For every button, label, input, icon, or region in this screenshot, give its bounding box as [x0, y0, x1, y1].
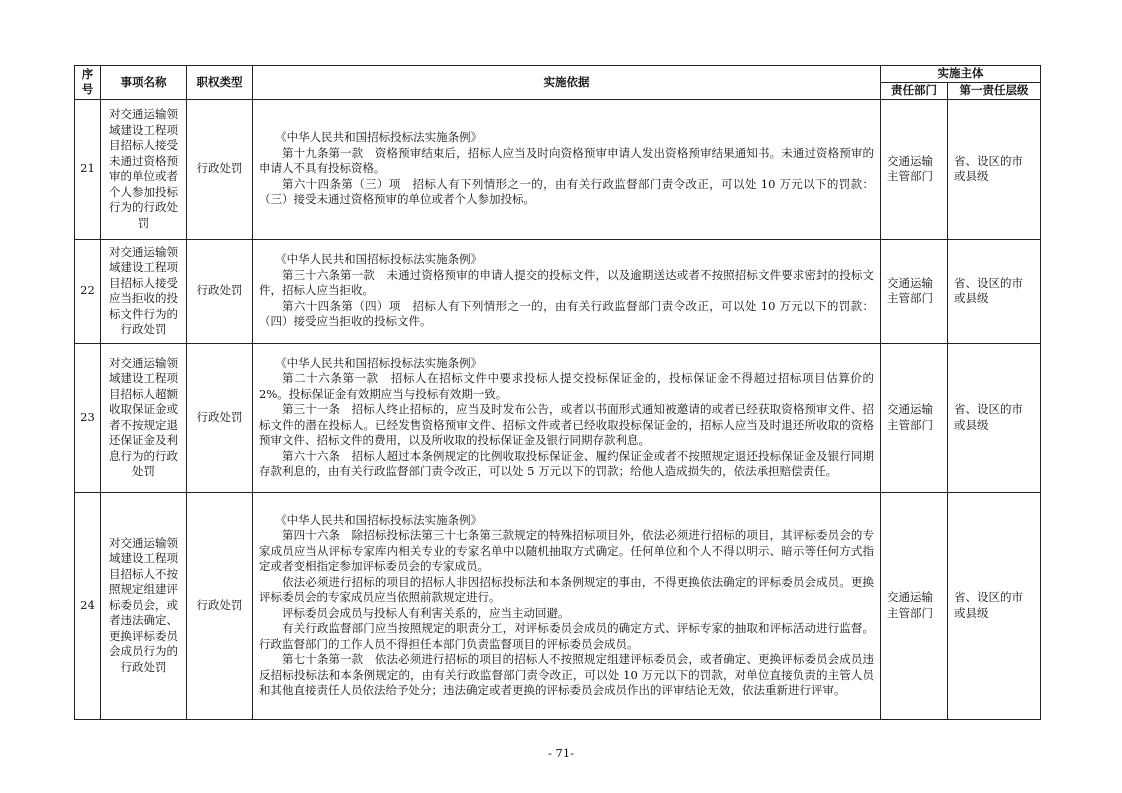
basis-paragraph: 依法必须进行招标的项目的招标人非因招标投标法和本条例规定的事由，不得更换依法确定的评标委员会成员。更换评标委员会的专家成员应当依照前款规定进行。 — [259, 574, 874, 604]
row-index: 21 — [75, 99, 101, 239]
page-number: - 71- — [547, 746, 575, 760]
header-seq: 序 号 — [75, 66, 101, 100]
header-level: 第一责任层级 — [948, 82, 1041, 99]
responsibility-level: 省、设区的市或县级 — [948, 492, 1041, 719]
responsibility-level: 省、设区的市或县级 — [948, 239, 1041, 343]
item-name: 对交通运输领域建设工程项目招标人超额收取保证金或者不按规定退还保证金及利息行为的行政处罚 — [101, 343, 187, 492]
basis-paragraph: 第四十六条 除招标投标法第三十七条第三款规定的特殊招标项目外，依法必须进行招标的项目，其评标委员会的专家成员应当从评标专家库内相关专业的专家名单中以随机抽取方式确定。任何单位和个人不得以明示、暗示等任何方式指定或者变相指定参加评标委员会的专家成员。 — [259, 528, 874, 573]
basis-law-title: 《中华人民共和国招标投标法实施条例》 — [275, 130, 483, 145]
authority-type: 行政处罚 — [187, 343, 253, 492]
legal-basis — [253, 239, 881, 343]
header-dept: 责任部门 — [881, 82, 948, 99]
header-name: 事项名称 — [101, 66, 187, 100]
table-row — [75, 99, 1041, 239]
authority-type: 行政处罚 — [187, 239, 253, 343]
authority-type: 行政处罚 — [187, 492, 253, 719]
row-index: 24 — [75, 492, 101, 719]
responsibility-level: 省、设区的市或县级 — [948, 343, 1041, 492]
table-row — [75, 343, 1041, 492]
table-row — [75, 492, 1041, 719]
legal-basis — [253, 343, 881, 492]
basis-paragraph: 第三十一条 招标人终止招标的，应当及时发布公告，或者以书面形式通知被邀请的或者已经获取资格预审文件、招标文件的潜在投标人。已经发售资格预审文件、招标文件或者已经收取投标保证金的，招标人应当及时退还所收取的资格预审文件、招标文件的费用，以及所收取的投标保证金及银行同期存款利息。 — [259, 402, 874, 447]
basis-paragraph: 第七十条第一款 依法必须进行招标的项目的招标人不按照规定组建评标委员会，或者确定、更换评标委员会成员违反招标投标法和本条例规定的，由有关行政监督部门责令改正，可以处 10 万元以下的罚款，对单位直接负责的主管人员和其他直接责任人员依法给予处分；违法确定或者更换的评标委员会成员作出的评审结论无效，依法重新进行评审。 — [259, 652, 874, 697]
header-row-1 — [75, 66, 1041, 83]
responsible-dept: 交通运输主管部门 — [881, 99, 948, 239]
basis-paragraph: 第六十四条第（三）项 招标人有下列情形之一的，由有关行政监督部门责令改正，可以处 10 万元以下的罚款：（三）接受未通过资格预审的单位或者个人参加投标。 — [259, 176, 874, 207]
item-name: 对交通运输领域建设工程项目招标人接受应当拒收的投标文件行为的行政处罚 — [101, 239, 187, 343]
responsibility-level: 省、设区的市或县级 — [948, 99, 1041, 239]
basis-paragraph: 第六十六条 招标人超过本条例规定的比例收取投标保证金、履约保证金或者不按照规定退还投标保证金及银行同期存款利息的，由有关行政监督部门责令改正，可以处 5 万元以下的罚款；给他人造成损失的，依法承担赔偿责任。 — [259, 448, 874, 478]
header-subject: 实施主体 — [881, 66, 1041, 83]
table-row — [75, 239, 1041, 343]
legal-basis — [253, 492, 881, 719]
basis-law-title: 《中华人民共和国招标投标法实施条例》 — [275, 355, 483, 370]
provisions-table — [74, 65, 1041, 720]
basis-law-title: 《中华人民共和国招标投标法实施条例》 — [275, 252, 483, 267]
header-type: 职权类型 — [187, 66, 253, 100]
authority-type: 行政处罚 — [187, 99, 253, 239]
row-index: 23 — [75, 343, 101, 492]
responsible-dept: 交通运输主管部门 — [881, 239, 948, 343]
basis-paragraph: 第六十四条第（四）项 招标人有下列情形之一的，由有关行政监督部门责令改正，可以处 10 万元以下的罚款：（四）接受应当拒收的投标文件。 — [259, 298, 874, 329]
row-index: 22 — [75, 239, 101, 343]
item-name: 对交通运输领域建设工程项目招标人不按照规定组建评标委员会，或者违法确定、更换评标委员会成员行为的行政处罚 — [101, 492, 187, 719]
basis-paragraph: 第三十六条第一款 未通过资格预审的申请人提交的投标文件，以及逾期送达或者不按照招标文件要求密封的投标文件，招标人应当拒收。 — [259, 267, 874, 298]
responsible-dept: 交通运输主管部门 — [881, 492, 948, 719]
header-basis: 实施依据 — [253, 66, 881, 100]
responsible-dept: 交通运输主管部门 — [881, 343, 948, 492]
table-body — [75, 99, 1041, 719]
basis-law-title: 《中华人民共和国招标投标法实施条例》 — [275, 512, 483, 527]
basis-paragraph: 第十九条第一款 资格预审结束后，招标人应当及时向资格预审申请人发出资格预审结果通知书。未通过资格预审的申请人不具有投标资格。 — [259, 145, 874, 176]
basis-paragraph: 评标委员会成员与投标人有利害关系的，应当主动回避。 — [282, 605, 570, 620]
item-name: 对交通运输领域建设工程项目招标人接受未通过资格预审的单位或者个人参加投标行为的行政处罚 — [101, 99, 187, 239]
basis-paragraph: 有关行政监督部门应当按照规定的职责分工，对评标委员会成员的确定方式、评标专家的抽取和评标活动进行监督。行政监督部门的工作人员不得担任本部门负责监督项目的评标委员会成员。 — [259, 621, 874, 651]
legal-basis — [253, 99, 881, 239]
basis-paragraph: 第二十六条第一款 招标人在招标文件中要求投标人提交投标保证金的，投标保证金不得超过招标项目估算价的 2%。投标保证金有效期应当与投标有效期一致。 — [259, 371, 874, 401]
